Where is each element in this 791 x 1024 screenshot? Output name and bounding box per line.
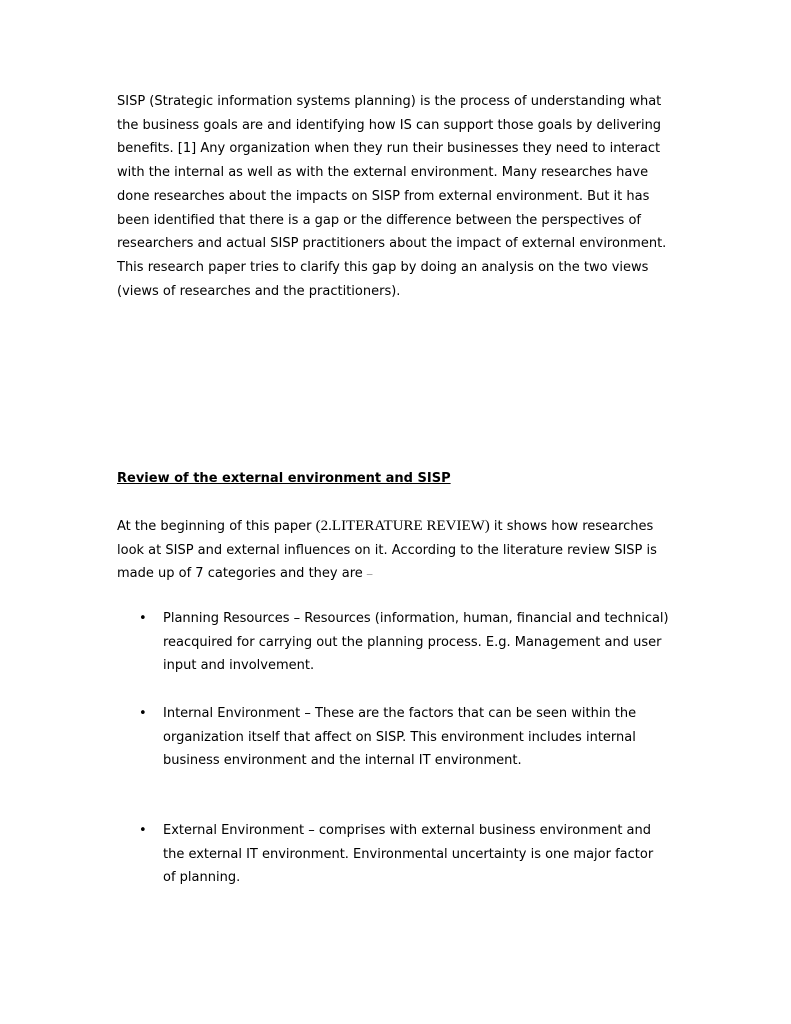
intro-line: researchers and actual SISP practitioners about the impact of external environment.: [117, 236, 667, 252]
bullet-line: input and involvement.: [163, 658, 315, 674]
section-heading: Review of the external environment and SISP: [117, 471, 451, 486]
bullet-line: organization itself that affect on SISP. This environment includes internal: [163, 729, 636, 745]
intro-line: been identified that there is a gap or the difference between the perspectives of: [117, 212, 641, 228]
intro-line: benefits. [1] Any organization when they run their businesses they need to interact: [117, 141, 661, 157]
bullet-line: the external IT environment. Environmental uncertainty is one major factor: [163, 846, 654, 862]
bullet-icon: •: [139, 706, 147, 721]
intro-line: (views of researches and the practitioners).: [117, 283, 401, 299]
intro-line: with the internal as well as with the external environment. Many researches have: [117, 165, 649, 181]
bullet-line: of planning.: [163, 870, 241, 886]
bullet-line: Planning Resources – Resources (information, human, financial and technical): [163, 611, 669, 626]
section-line: [117, 515, 657, 539]
intro-line: This research paper tries to clarify this gap by doing an analysis on the two views: [117, 259, 649, 275]
bullet-item-internal-environment: [163, 702, 636, 773]
bullet-line: Internal Environment – These are the factors that can be seen within the: [163, 706, 637, 721]
bullet-line: External Environment – comprises with external business environment and: [163, 823, 652, 838]
bullet-item-external-environment: [163, 819, 653, 890]
section-line-text: At the beginning of this paper: [117, 519, 316, 534]
section-line: look at SISP and external influences on it. According to the literature review SISP is: [117, 542, 657, 558]
bullet-icon: •: [139, 823, 147, 838]
section-line-text: it shows how researches: [489, 519, 654, 534]
section-line-text: made up of 7 categories and they are: [117, 566, 367, 582]
intro-line: the business goals are and identifying how IS can support those goals by delivering: [117, 117, 662, 133]
section-line: [117, 562, 657, 587]
literature-review-reference: (2.LITERATURE REVIEW): [315, 518, 490, 534]
intro-paragraph: [117, 90, 666, 303]
section-line-dash: –: [366, 568, 373, 581]
bullet-item-planning-resources: [163, 607, 669, 678]
bullet-line: business environment and the internal IT environment.: [163, 753, 522, 769]
intro-line: done researches about the impacts on SISP from external environment. But it has: [117, 188, 650, 204]
intro-line: SISP (Strategic information systems planning) is the process of understanding what: [117, 94, 662, 109]
bullet-icon: •: [139, 611, 147, 626]
section-paragraph: [117, 515, 657, 587]
bullet-line: reacquired for carrying out the planning process. E.g. Management and user: [163, 634, 662, 650]
